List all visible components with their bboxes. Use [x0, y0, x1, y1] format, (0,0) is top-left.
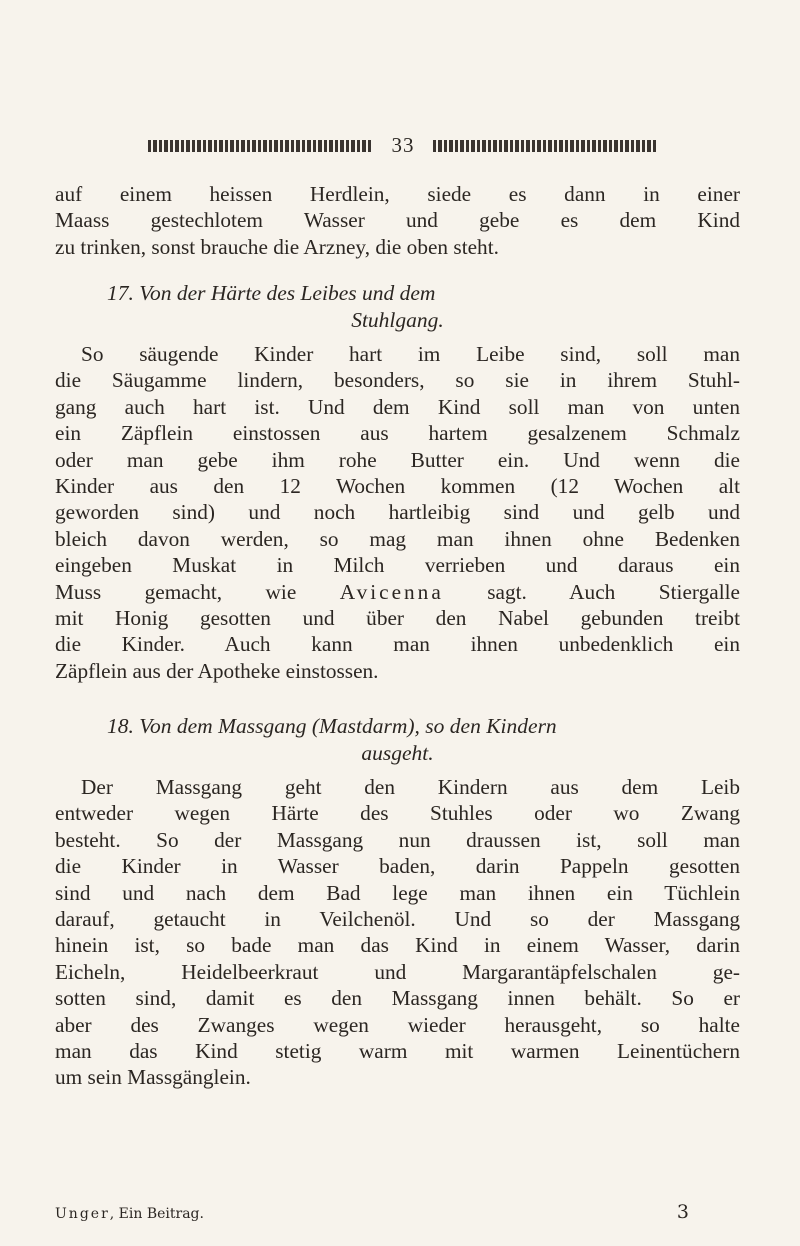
text-line: Maass gestechlotem Wasser und gebe es dem Kind — [55, 208, 740, 233]
section-17-body — [55, 341, 740, 684]
text-line: auf einem heissen Herdlein, siede es dann in einer — [55, 182, 740, 206]
section-17-number: 17. — [107, 281, 134, 305]
section-18-title-line2: ausgeht. — [361, 740, 434, 765]
section-18-body — [55, 774, 740, 1091]
text-line: zu trinken, sonst brauche die Arzney, die oben steht. — [55, 234, 499, 259]
text-line: hinein ist, so bade man das Kind in einem Wasser, darin — [55, 933, 740, 958]
text-line: sotten sind, damit es den Massgang innen behält. So er — [55, 986, 740, 1011]
signature-author: Unger — [55, 1206, 110, 1222]
text-line: die Kinder. Auch kann man ihnen unbedenklich ein — [55, 632, 740, 657]
text-line: bleich davon werden, so mag man ihnen ohne Bedenken — [55, 526, 740, 551]
text-line: Muss gemacht, wie Avicenna sagt. Auch Stiergalle — [55, 579, 740, 604]
section-18-number: 18. — [107, 714, 134, 738]
text-line: gang auch hart ist. Und dem Kind soll man von unten — [55, 394, 740, 419]
text-line: sind und nach dem Bad lege man ihnen ein Tüchlein — [55, 880, 740, 905]
text-line: eingeben Muskat in Milch verrieben und daraus ein — [55, 553, 740, 578]
text-line: Eicheln, Heidelbeerkraut und Margarantäpfelschalen ge- — [55, 959, 740, 984]
ornament-left-icon — [148, 140, 373, 152]
page-footer — [55, 1201, 689, 1223]
text-line: darauf, getaucht in Veilchenöl. Und so der Massgang — [55, 907, 740, 932]
text-line: So säugende Kinder hart im Leibe sind, soll man — [81, 342, 740, 366]
text-line: Kinder aus den 12 Wochen kommen (12 Wochen alt — [55, 474, 740, 499]
text-line: geworden sind) und noch hartleibig sind und gelb und — [55, 500, 740, 525]
paragraph-continuation — [55, 181, 740, 260]
text-line: oder man gebe ihm rohe Butter ein. Und wenn die — [55, 447, 740, 472]
signature-mark — [55, 1206, 204, 1222]
text-line: ein Zäpflein einstossen aus hartem gesalzenem Schmalz — [55, 421, 740, 446]
text-line: die Kinder in Wasser baden, darin Pappeln gesotten — [55, 854, 740, 879]
section-18-heading — [55, 713, 740, 766]
signature-number: 3 — [676, 1201, 689, 1223]
text-line: Der Massgang geht den Kindern aus dem Leib — [81, 775, 740, 799]
author-name: Avicenna — [339, 579, 444, 604]
section-18-title-line1: Von dem Massgang (Mastdarm), so den Kindern — [139, 714, 557, 738]
running-header — [148, 133, 658, 158]
section-17-heading — [55, 280, 740, 333]
signature-title: , Ein Beitrag. — [109, 1206, 204, 1222]
text-line: aber des Zwanges wegen wieder herausgeht, so halte — [55, 1012, 740, 1037]
text-line: mit Honig gesotten und über den Nabel gebunden treibt — [55, 606, 740, 631]
text-line: um sein Massgänglein. — [55, 1065, 251, 1090]
page-number: 33 — [391, 133, 415, 157]
text-line: entweder wegen Härte des Stuhles oder wo Zwang — [55, 801, 740, 826]
text-line: man das Kind stetig warm mit warmen Leinentüchern — [55, 1039, 740, 1064]
text-line: besteht. So der Massgang nun draussen ist, soll man — [55, 827, 740, 852]
ornament-right-icon — [433, 140, 658, 152]
text-line: die Säugamme lindern, besonders, so sie in ihrem Stuhl- — [55, 368, 740, 393]
text-line: Zäpflein aus der Apotheke einstossen. — [55, 658, 379, 683]
section-17-title-line2: Stuhlgang. — [351, 307, 444, 332]
section-17-title-line1: Von der Härte des Leibes und dem — [139, 281, 436, 305]
